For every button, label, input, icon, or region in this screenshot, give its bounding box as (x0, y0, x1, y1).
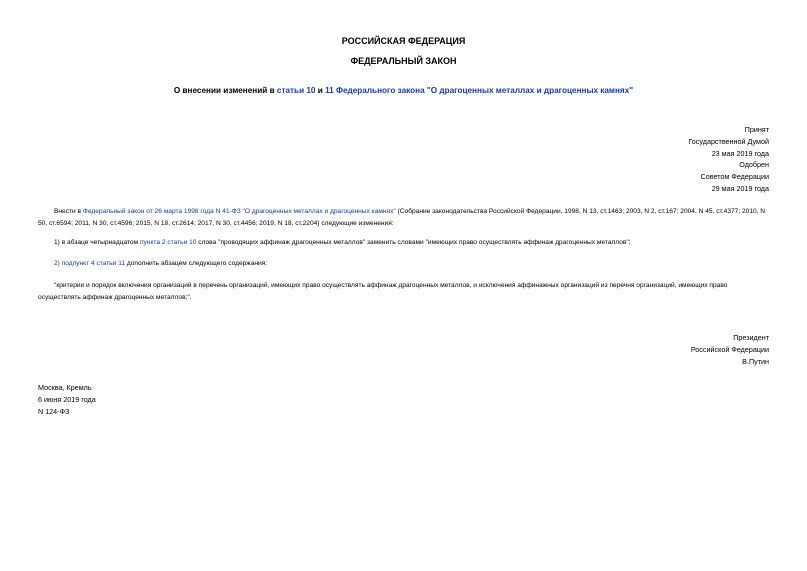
law-number: N 124-ФЗ (38, 406, 70, 416)
approved-label: Одобрен (739, 160, 769, 170)
item2-link[interactable]: 2) подпункт 4 статьи 11 (54, 260, 126, 267)
law-title (0, 86, 807, 95)
signature-title-2: Российской Федерации (690, 344, 769, 354)
item1-rest: слова "проводящих аффинаж драгоценных металлов" заменить словами "имеющих право осуществлять аффинаж драгоценных металлов"; (196, 239, 631, 246)
signature-block (691, 332, 769, 367)
law-type-heading: ФЕДЕРАЛЬНЫЙ ЗАКОН (350, 56, 457, 66)
adoption-block (688, 124, 769, 195)
place-block (38, 382, 96, 417)
intro-rest: (Собрание законодательства Российской Федерации, 1998, N 13, ст.1463; 2003, N 2, ст.167; 2004, N 45, ст.4377; 2010, N 50, ст.6594; 2011, N 30, ст.4596; 2015, N 18, ст.2614; 2017, N 30, ст.4456; 2019, N 18, ст.2204) следующие изменения: (38, 208, 766, 227)
item1-link[interactable]: пункта 2 статьи 10 (139, 239, 197, 246)
item-2-paragraph (38, 258, 769, 270)
adopted-date: 23 мая 2019 года (711, 148, 769, 158)
title-mid: и (315, 86, 326, 95)
adopted-label: Принят (744, 125, 769, 134)
item2-rest: дополнить абзацем следующего содержания: (125, 260, 268, 267)
intro-link-law[interactable]: Федеральный закон от 26 марта 1998 года N 41-ФЗ "О драгоценных металлах и драгоценных камнях" (82, 208, 396, 215)
approved-date: 29 мая 2019 года (711, 183, 769, 193)
item1-prefix: 1) в абзаце четырнадцатом (54, 239, 140, 246)
place-date: 6 июня 2019 года (38, 394, 96, 404)
place-city: Москва, Кремль (38, 383, 92, 392)
signature-name: В.Путин (742, 356, 769, 366)
intro-paragraph (38, 206, 769, 229)
intro-prefix: Внести в (54, 208, 83, 215)
title-prefix: О внесении изменений в (173, 86, 277, 95)
adopted-by: Государственной Думой (688, 136, 769, 146)
signature-title-1: Президент (733, 333, 769, 342)
item-1-paragraph (38, 237, 769, 249)
country-heading: РОССИЙСКАЯ ФЕДЕРАЦИЯ (341, 36, 466, 46)
title-link-article10[interactable]: статьи 10 (276, 86, 316, 95)
approved-by: Советом Федерации (700, 172, 769, 182)
title-link-article11[interactable]: 11 Федерального закона "О драгоценных металлах и драгоценных камнях" (325, 86, 634, 95)
quote-paragraph: "критерии и порядок включения организаций в перечень организаций, имеющих право осуществлять аффинаж драгоценных металлов, и исключения аффинажных организаций из перечня организаций, имеющих право осуществлять аффинаж драгоценных металлов;". (38, 282, 728, 301)
